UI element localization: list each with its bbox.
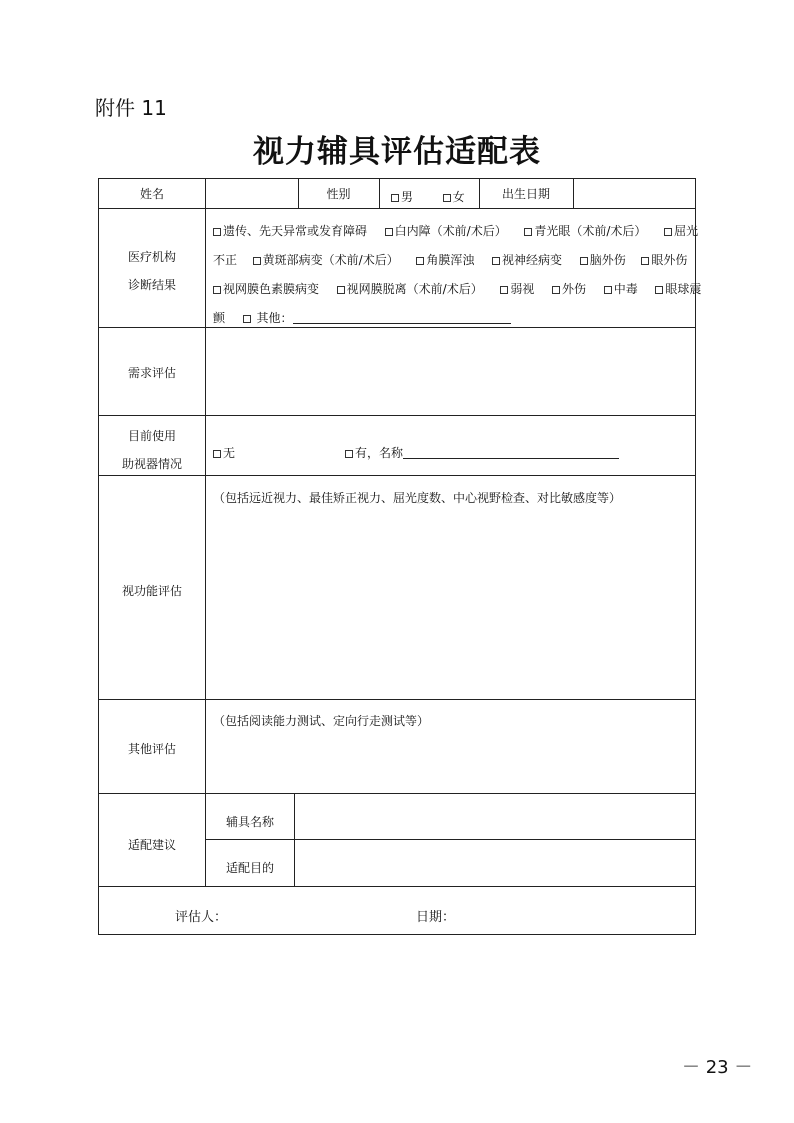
- has-aid-checkbox[interactable]: [345, 450, 353, 458]
- date-label: 日期：: [416, 910, 456, 925]
- other-checkbox[interactable]: [243, 315, 251, 323]
- visual-function-field[interactable]: [206, 509, 695, 699]
- diagnosis-line-2: [213, 251, 687, 268]
- cataract-checkbox[interactable]: [385, 228, 393, 236]
- diagnosis-line-3: [213, 280, 701, 297]
- trauma-checkbox[interactable]: [552, 286, 560, 294]
- genetic-checkbox[interactable]: [213, 228, 221, 236]
- diagnosis-label-line2: 诊断结果: [127, 278, 176, 292]
- aid-name-input[interactable]: [403, 446, 619, 459]
- current-aid-label-line2: 助视器情况: [121, 457, 182, 471]
- retinal-pigment-checkbox[interactable]: [213, 286, 221, 294]
- other-assessment-field[interactable]: [206, 731, 695, 793]
- name-field[interactable]: [206, 179, 298, 208]
- option-label: 白内障（术前/术后）: [394, 224, 507, 238]
- glaucoma-checkbox[interactable]: [524, 228, 532, 236]
- device-name-field[interactable]: [295, 794, 695, 839]
- fitting-purpose-field[interactable]: [295, 840, 695, 886]
- female-label: 女: [452, 190, 465, 204]
- option-label: 青光眼（术前/术后）: [534, 224, 647, 238]
- nystagmus-checkbox[interactable]: [655, 286, 663, 294]
- needs-field[interactable]: [206, 328, 695, 415]
- fitting-label: 适配建议: [127, 838, 176, 852]
- current-aid-have: [345, 444, 619, 461]
- attachment-number: 附件 11: [95, 96, 167, 120]
- male-label: 男: [401, 190, 414, 204]
- option-label: 眼球震: [665, 282, 702, 296]
- current-aid-label: [99, 422, 205, 478]
- name-label: 姓名: [139, 187, 164, 201]
- option-label: 弱视: [510, 282, 535, 296]
- retinal-detachment-checkbox[interactable]: [337, 286, 345, 294]
- amblyopia-checkbox[interactable]: [500, 286, 508, 294]
- diagnosis-label-line1: 医疗机构: [127, 250, 176, 264]
- current-aid-none: [213, 444, 235, 461]
- no-aid-label: 无: [223, 446, 236, 460]
- brain-injury-checkbox[interactable]: [580, 257, 588, 265]
- has-aid-label: 有，名称: [355, 446, 404, 460]
- visual-function-note: （包括远近视力、最佳矫正视力、屈光度数、中心视野检查、对比敏感度等）: [213, 491, 622, 505]
- option-label: 角膜浑浊: [426, 253, 475, 267]
- option-label: 脑外伤: [589, 253, 626, 267]
- option-label: 屈光: [674, 224, 699, 238]
- other-assessment-note: （包括阅读能力测试、定向行走测试等）: [213, 714, 430, 728]
- birthdate-field[interactable]: [574, 179, 695, 208]
- option-label: 外伤: [562, 282, 587, 296]
- other-label: 其他：: [256, 311, 293, 325]
- device-name-label: 辅具名称: [225, 815, 274, 829]
- other-diagnosis-input[interactable]: [293, 311, 511, 324]
- diagnosis-label: [99, 243, 205, 299]
- option-label: 不正: [213, 253, 238, 267]
- option-label: 视网膜脱离（术前/术后）: [346, 282, 483, 296]
- visual-function-label: 视功能评估: [121, 584, 182, 598]
- current-aid-label-line1: 目前使用: [127, 429, 176, 443]
- refractive-checkbox[interactable]: [664, 228, 672, 236]
- birthdate-label: 出生日期: [501, 187, 550, 201]
- macular-checkbox[interactable]: [253, 257, 261, 265]
- option-label: 视神经病变: [502, 253, 563, 267]
- gender-options: [391, 188, 465, 205]
- option-label: 黄斑部病变（术前/术后）: [262, 253, 399, 267]
- optic-nerve-checkbox[interactable]: [492, 257, 500, 265]
- no-aid-checkbox[interactable]: [213, 450, 221, 458]
- poisoning-checkbox[interactable]: [604, 286, 612, 294]
- needs-label: 需求评估: [127, 366, 176, 380]
- fitting-purpose-label: 适配目的: [225, 861, 274, 875]
- page-number: － 23 －: [682, 1057, 753, 1078]
- option-label: 视网膜色素膜病变: [223, 282, 320, 296]
- diagnosis-line-1: [213, 222, 698, 239]
- corneal-checkbox[interactable]: [416, 257, 424, 265]
- assessment-form: [98, 178, 702, 935]
- gender-label: 性别: [326, 187, 351, 201]
- diagnosis-line-4: [213, 309, 511, 326]
- option-label: 眼外伤: [651, 253, 688, 267]
- female-checkbox[interactable]: [443, 194, 451, 202]
- assessor-label: 评估人：: [175, 910, 228, 925]
- form-title: 视力辅具评估适配表: [253, 134, 541, 170]
- male-checkbox[interactable]: [391, 194, 399, 202]
- option-label: 中毒: [613, 282, 638, 296]
- other-assessment-label: 其他评估: [127, 742, 176, 756]
- option-label: 遗传、先天异常或发育障碍: [223, 224, 368, 238]
- eye-injury-checkbox[interactable]: [641, 257, 649, 265]
- option-label: 颤: [213, 311, 226, 325]
